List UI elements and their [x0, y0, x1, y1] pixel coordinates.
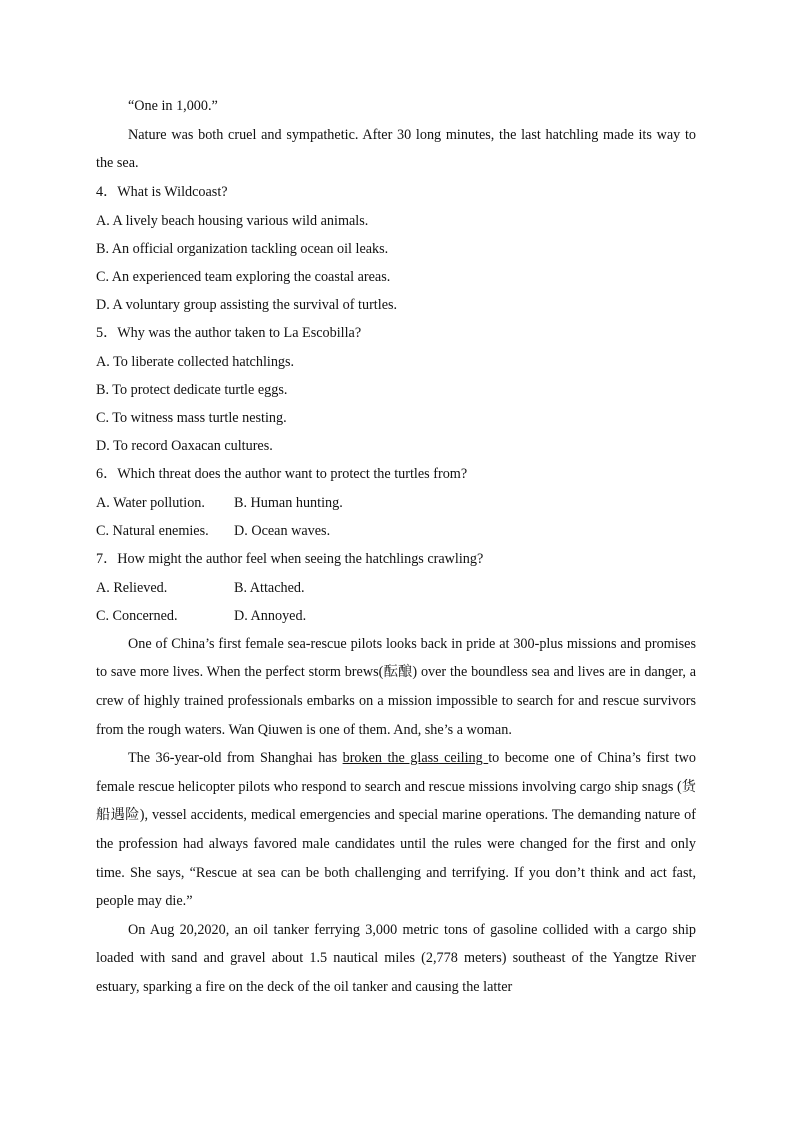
question-4-stem: 4．What is Wildcoast?: [96, 183, 228, 200]
question-5-option-d: D. To record Oaxacan cultures.: [96, 437, 273, 454]
underlined-phrase: broken the glass ceiling: [342, 750, 489, 767]
question-7-options-row-1: [96, 574, 696, 602]
question-5-option-c: C. To witness mass turtle nesting.: [96, 409, 287, 426]
passage-paragraph-2-rest: to become one of China’s first two female rescue helicopter pilots who respond to search and rescue missions involving cargo ship snags (货船遇险), vessel accidents, medical emergencies and special marine operations. The demanding nature of the profession had always favored male candidates until the rules were changed for the first and only time. She says, “Rescue at sea can be both challenging and terrifying. If you don’t think and act fast, people may die.”: [96, 750, 696, 910]
question-6-options-row-2: [96, 517, 696, 545]
closing-paragraph: Nature was both cruel and sympathetic. After 30 long minutes, the last hatchling made its way to the sea.: [96, 126, 696, 172]
question-5-option-a: A. To liberate collected hatchlings.: [96, 353, 295, 370]
question-6-option-c: C. Natural enemies.: [96, 522, 209, 539]
question-4-option-d: D. A voluntary group assisting the survival of turtles.: [96, 296, 398, 313]
question-5-option-b: B. To protect dedicate turtle eggs.: [96, 381, 288, 398]
question-7-option-d: D. Annoyed.: [234, 607, 307, 624]
question-7-option-c: C. Concerned.: [96, 607, 178, 624]
quote-line: “One in 1,000.”: [128, 98, 218, 114]
question-7-options-row-2: [96, 602, 696, 630]
question-6-stem: 6．Which threat does the author want to protect the turtles from?: [96, 465, 468, 482]
question-7-stem: 7．How might the author feel when seeing the hatchlings crawling?: [96, 550, 484, 567]
passage-paragraph-2: [96, 744, 696, 916]
question-4-option-c: C. An experienced team exploring the coastal areas.: [96, 268, 391, 285]
question-5-stem: 5．Why was the author taken to La Escobilla?: [96, 324, 362, 341]
question-6-option-a: A. Water pollution.: [96, 494, 205, 511]
question-7-option-a: A. Relieved.: [96, 579, 168, 596]
question-6-option-b: B. Human hunting.: [234, 494, 343, 511]
passage-paragraph-3: On Aug 20,2020, an oil tanker ferrying 3,000 metric tons of gasoline collided with a cargo ship loaded with sand and gravel about 1.5 nautical miles (2,778 meters) southeast of the Yangtze River estuary, sparking a fire on the deck of the oil tanker and causing the latter: [96, 921, 696, 995]
question-6-option-d: D. Ocean waves.: [234, 522, 331, 539]
question-4-option-b: B. An official organization tackling ocean oil leaks.: [96, 240, 389, 257]
passage-paragraph-1: One of China’s first female sea-rescue pilots looks back in pride at 300-plus missions and promises to save more lives. When the perfect storm brews(酝酿) over the boundless sea and lives are in danger, a crew of highly trained professionals embarks on a mission impossible to search for and rescue survivors from the rough waters. Wan Qiuwen is one of them. And, she’s a woman.: [96, 635, 696, 738]
question-7-option-b: B. Attached.: [234, 579, 305, 596]
page-content: [96, 92, 696, 1002]
passage-paragraph-2-lead: The 36-year-old from Shanghai has: [128, 750, 343, 767]
question-6-options-row-1: [96, 489, 696, 517]
question-4-option-a: A. A lively beach housing various wild animals.: [96, 212, 369, 229]
